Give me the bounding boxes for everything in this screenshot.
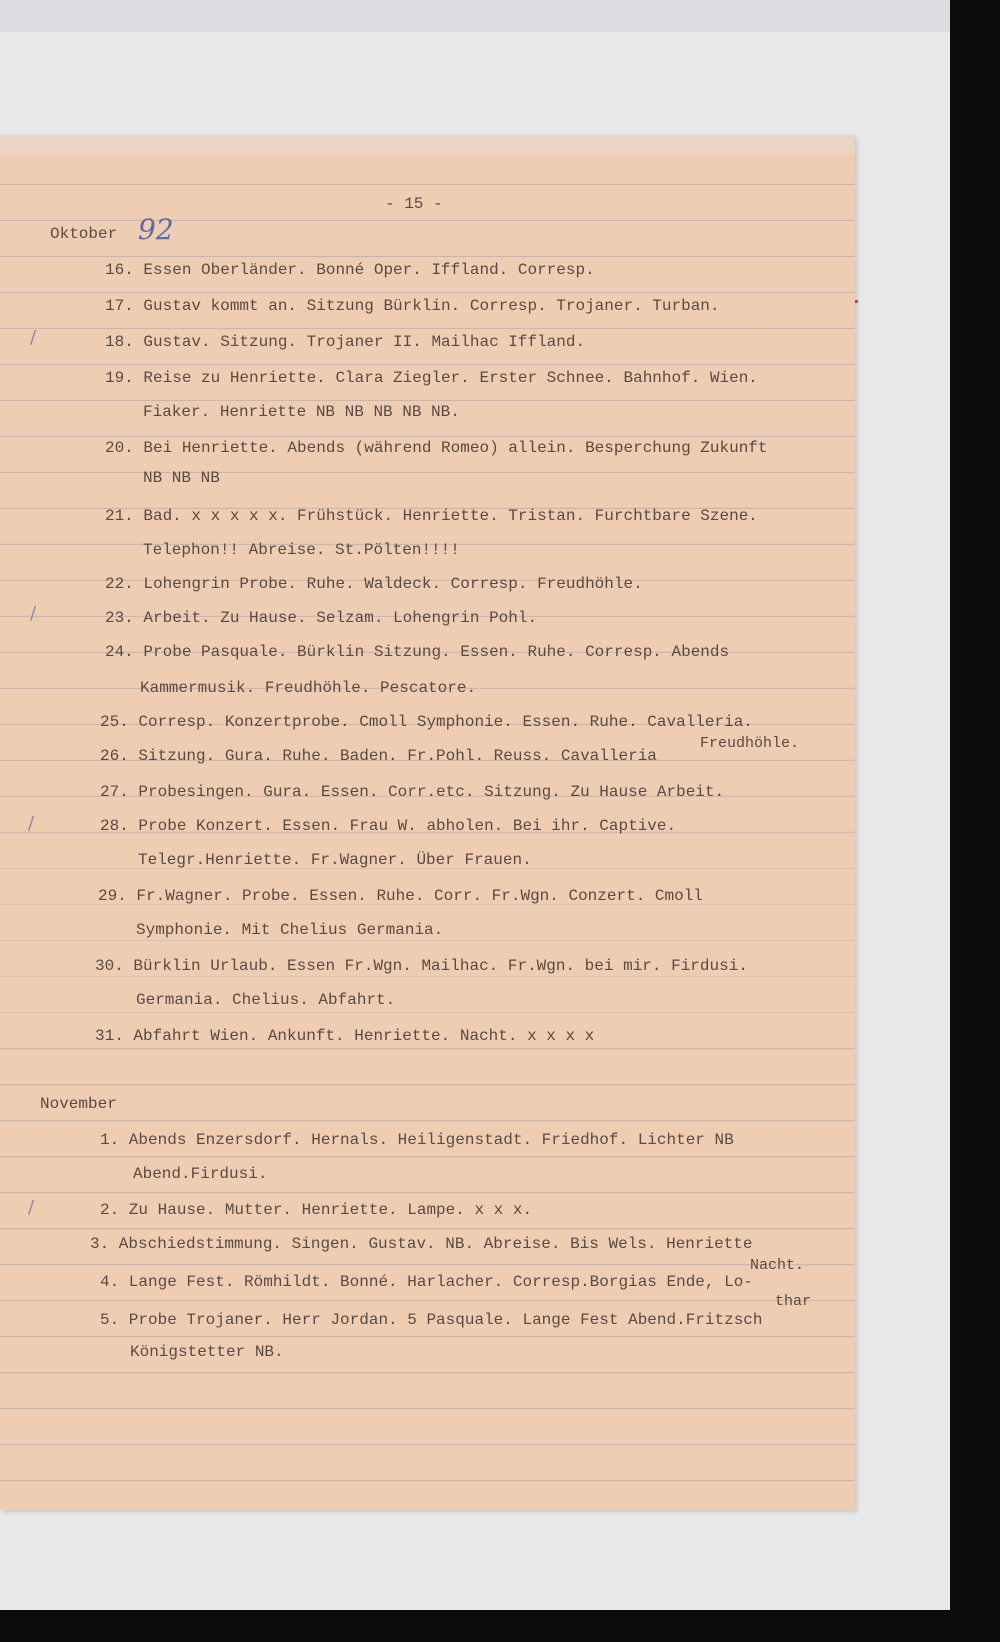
entry-line: 1. Abends Enzersdorf. Hernals. Heiligenstadt. Friedhof. Lichter NB [100, 1131, 734, 1149]
entry-line: Germania. Chelius. Abfahrt. [136, 991, 396, 1009]
entry-line: Königstetter NB. [130, 1343, 284, 1361]
margin-tick: / [30, 603, 37, 624]
scan-border-right [950, 0, 1000, 1642]
side-note: Freudhöhle. [700, 735, 800, 752]
entry-line: Kammermusik. Freudhöhle. Pescatore. [140, 679, 477, 697]
scan-border-bottom [0, 1610, 1000, 1642]
typed-page [0, 135, 855, 1510]
margin-tick: / [28, 1197, 35, 1218]
entry-line: 30. Bürklin Urlaub. Essen Fr.Wgn. Mailhac. Fr.Wgn. bei mir. Firdusi. [95, 957, 748, 975]
entry-line: Telegr.Henriette. Fr.Wagner. Über Frauen. [138, 851, 532, 869]
entry-line: 31. Abfahrt Wien. Ankunft. Henriette. Nacht. x x x x [95, 1027, 595, 1045]
entry-line: 2. Zu Hause. Mutter. Henriette. Lampe. x x x. [100, 1201, 533, 1219]
month-heading-november: November [40, 1095, 117, 1113]
entry-line: 29. Fr.Wagner. Probe. Essen. Ruhe. Corr. Fr.Wgn. Conzert. Cmoll [98, 887, 703, 905]
side-note: Nacht. [750, 1257, 805, 1274]
entry-line: 24. Probe Pasquale. Bürklin Sitzung. Essen. Ruhe. Corresp. Abends [105, 643, 730, 661]
margin-tick: / [30, 327, 37, 348]
entry-line: Symphonie. Mit Chelius Germania. [136, 921, 444, 939]
entry-line: 5. Probe Trojaner. Herr Jordan. 5 Pasquale. Lange Fest Abend.Fritzsch [100, 1311, 763, 1329]
side-note: thar [775, 1293, 812, 1310]
entry-line: 26. Sitzung. Gura. Ruhe. Baden. Fr.Pohl. Reuss. Cavalleria [100, 747, 657, 765]
entry-line: 21. Bad. x x x x x. Frühstück. Henriette. Tristan. Furchtbare Szene. [105, 507, 758, 525]
entry-line: Fiaker. Henriette NB NB NB NB NB. [143, 403, 460, 421]
entry-line: 3. Abschiedstimmung. Singen. Gustav. NB. Abreise. Bis Wels. Henriette [90, 1235, 753, 1253]
entry-line: 28. Probe Konzert. Essen. Frau W. abholen. Bei ihr. Captive. [100, 817, 677, 835]
entry-line: NB NB NB [143, 469, 220, 487]
entry-line: 27. Probesingen. Gura. Essen. Corr.etc. Sitzung. Zu Hause Arbeit. [100, 783, 725, 801]
entry-line: 20. Bei Henriette. Abends (während Romeo) allein. Besperchung Zukunft [105, 439, 768, 457]
margin-tick: / [28, 813, 35, 834]
entry-line: 17. Gustav kommt an. Sitzung Bürklin. Corresp. Trojaner. Turban. [105, 297, 720, 315]
entry-line: 23. Arbeit. Zu Hause. Selzam. Lohengrin Pohl. [105, 609, 538, 627]
entry-line: Abend.Firdusi. [133, 1165, 268, 1183]
year-handwritten: 92 [138, 213, 174, 246]
entry-line: 25. Corresp. Konzertprobe. Cmoll Symphonie. Essen. Ruhe. Cavalleria. [100, 713, 753, 731]
entry-line: Telephon!! Abreise. St.Pölten!!!! [143, 541, 460, 559]
sheet-top-edge [0, 135, 855, 153]
entry-line: 19. Reise zu Henriette. Clara Ziegler. Erster Schnee. Bahnhof. Wien. [105, 369, 758, 387]
month-heading-october: Oktober [50, 225, 118, 243]
page-number: - 15 - [385, 195, 443, 213]
entry-line: 4. Lange Fest. Römhildt. Bonné. Harlacher. Corresp.Borgias Ende, Lo- [100, 1273, 753, 1291]
entry-line: 18. Gustav. Sitzung. Trojaner II. Mailhac Iffland. [105, 333, 586, 351]
entry-line: 22. Lohengrin Probe. Ruhe. Waldeck. Corresp. Freudhöhle. [105, 575, 643, 593]
entry-line: 16. Essen Oberländer. Bonné Oper. Iffland. Corresp. [105, 261, 595, 279]
